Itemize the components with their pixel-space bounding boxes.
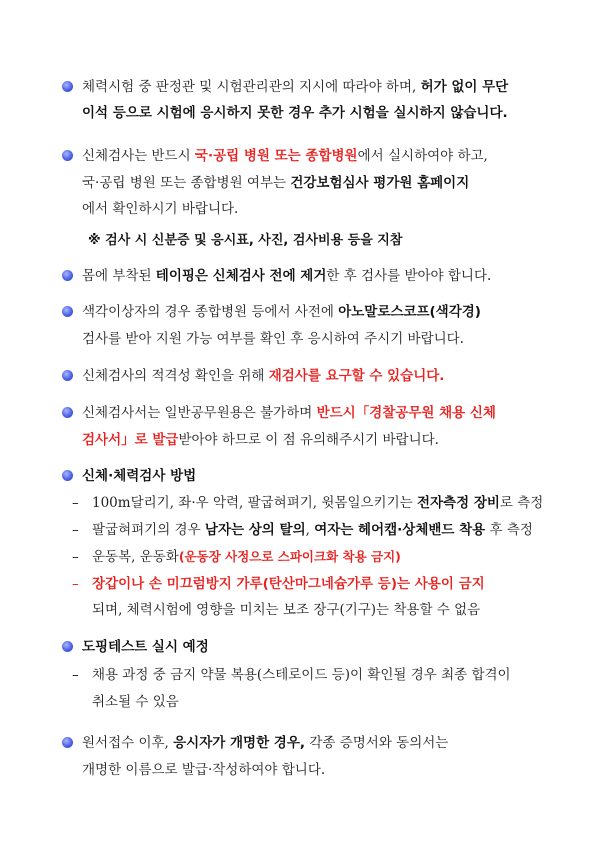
notice-text: 신체검사서는 일반공무원용은 불가하며: [82, 405, 317, 421]
line-emphasis-red: 장갑이나 손 미끄럼방지 가루(탄산마그네슘가루 등)는 사용이 금지: [92, 576, 485, 592]
bullet-icon: [62, 737, 73, 748]
bullet-icon: [62, 470, 73, 481]
notice-text: 신체검사는 반드시: [82, 148, 195, 164]
notice-emphasis: 건강보험심사 평가원 홈페이지: [290, 175, 470, 191]
notice-text: 체력시험 중 판정관 및 시험관리관의 지시에 따라야 하며,: [82, 79, 421, 95]
bullet-icon: [62, 306, 73, 317]
dash-marker: –: [72, 522, 79, 538]
line-text: 로 측정: [499, 495, 544, 511]
bullet-icon: [62, 81, 73, 92]
notice-text: 받아야 하므로 이 점 유의해주시기 바랍니다.: [178, 432, 439, 448]
notice-emphasis-red: 재검사를 요구할 수 있습니다.: [268, 368, 445, 384]
notice-emphasis: 이석 등으로 시험에 응시하지 못한 경우 추가 시험을 실시하지 않습니다.: [82, 105, 508, 121]
notice-emphasis-red: 반드시「경찰공무원 채용 신체: [316, 405, 496, 421]
line-text: ,: [305, 522, 315, 538]
note-text: ※ 검사 시 신분증 및 응시표, 사진, 검사비용 등을 지참: [88, 233, 403, 248]
line-text: 팔굽혀펴기의 경우: [92, 522, 205, 538]
dash-marker: –: [72, 667, 79, 683]
line-emphasis: 남자는 상의 탈의: [204, 522, 306, 538]
dash-marker: –: [72, 495, 79, 511]
bullet-icon: [62, 270, 73, 281]
bullet-icon: [62, 370, 73, 381]
line-emphasis-red: (운동장 사정으로 스파이크화 착용 금지): [178, 549, 401, 564]
notice-text: 개명한 이름으로 발급·작성하여야 합니다.: [82, 762, 326, 778]
notice-text: 에서 실시하여야 하고,: [357, 148, 488, 164]
dash-marker: –: [72, 549, 79, 565]
notice-emphasis: 아노말로스코프(색각경): [338, 304, 481, 320]
notice-text: 각종 증명서와 동의서는: [305, 735, 449, 751]
notice-text: 신체검사의 적격성 확인을 위해: [82, 368, 269, 384]
notice-emphasis: 허가 없이 무단: [420, 79, 509, 95]
bullet-icon: [62, 641, 73, 652]
notice-emphasis: 응시자가 개명한 경우,: [173, 735, 306, 751]
notice-text: 색각이상자의 경우 종합병원 등에서 사전에: [82, 304, 339, 320]
notice-emphasis: 테이핑은 신체검사 전에 제거: [155, 268, 327, 284]
notice-emphasis-red: 검사서」로 발급: [82, 432, 179, 448]
section-heading: 신체·체력검사 방법: [82, 468, 197, 484]
dash-marker: –: [72, 576, 79, 592]
notice-text: 검사를 받아 지원 가능 여부를 확인 후 응시하여 주시기 바랍니다.: [82, 331, 464, 347]
notice-text: 원서접수 이후,: [82, 735, 174, 751]
bullet-icon: [62, 150, 73, 161]
notice-text: 에서 확인하시기 바랍니다.: [82, 201, 239, 217]
notice-text: 몸에 부착된: [82, 268, 156, 284]
notice-text: 국·공립 병원 또는 종합병원 여부는: [82, 175, 291, 191]
notice-emphasis-red: 국·공립 병원 또는 종합병원: [194, 148, 358, 164]
line-text: 채용 과정 중 금지 약물 복용(스테로이드 등)이 확인될 경우 최종 합격이: [92, 667, 511, 683]
section-heading: 도핑테스트 실시 예정: [82, 639, 209, 655]
notice-text: 한 후 검사를 받아야 합니다.: [326, 268, 492, 284]
line-text: 100m달리기, 좌·우 악력, 팔굽혀펴기, 윗몸일으키기는: [92, 495, 417, 511]
line-emphasis: 여자는 헤어캡·상체밴드 착용: [314, 522, 486, 538]
line-text: 취소될 수 있음: [92, 694, 179, 710]
line-text: 후 측정: [485, 522, 533, 538]
line-emphasis: 전자측정 장비: [416, 495, 500, 511]
line-text: 되며, 체력시험에 영향을 미치는 보조 장구(기구)는 착용할 수 없음: [92, 602, 481, 618]
bullet-icon: [62, 407, 73, 418]
line-text: 운동복, 운동화: [92, 549, 179, 565]
